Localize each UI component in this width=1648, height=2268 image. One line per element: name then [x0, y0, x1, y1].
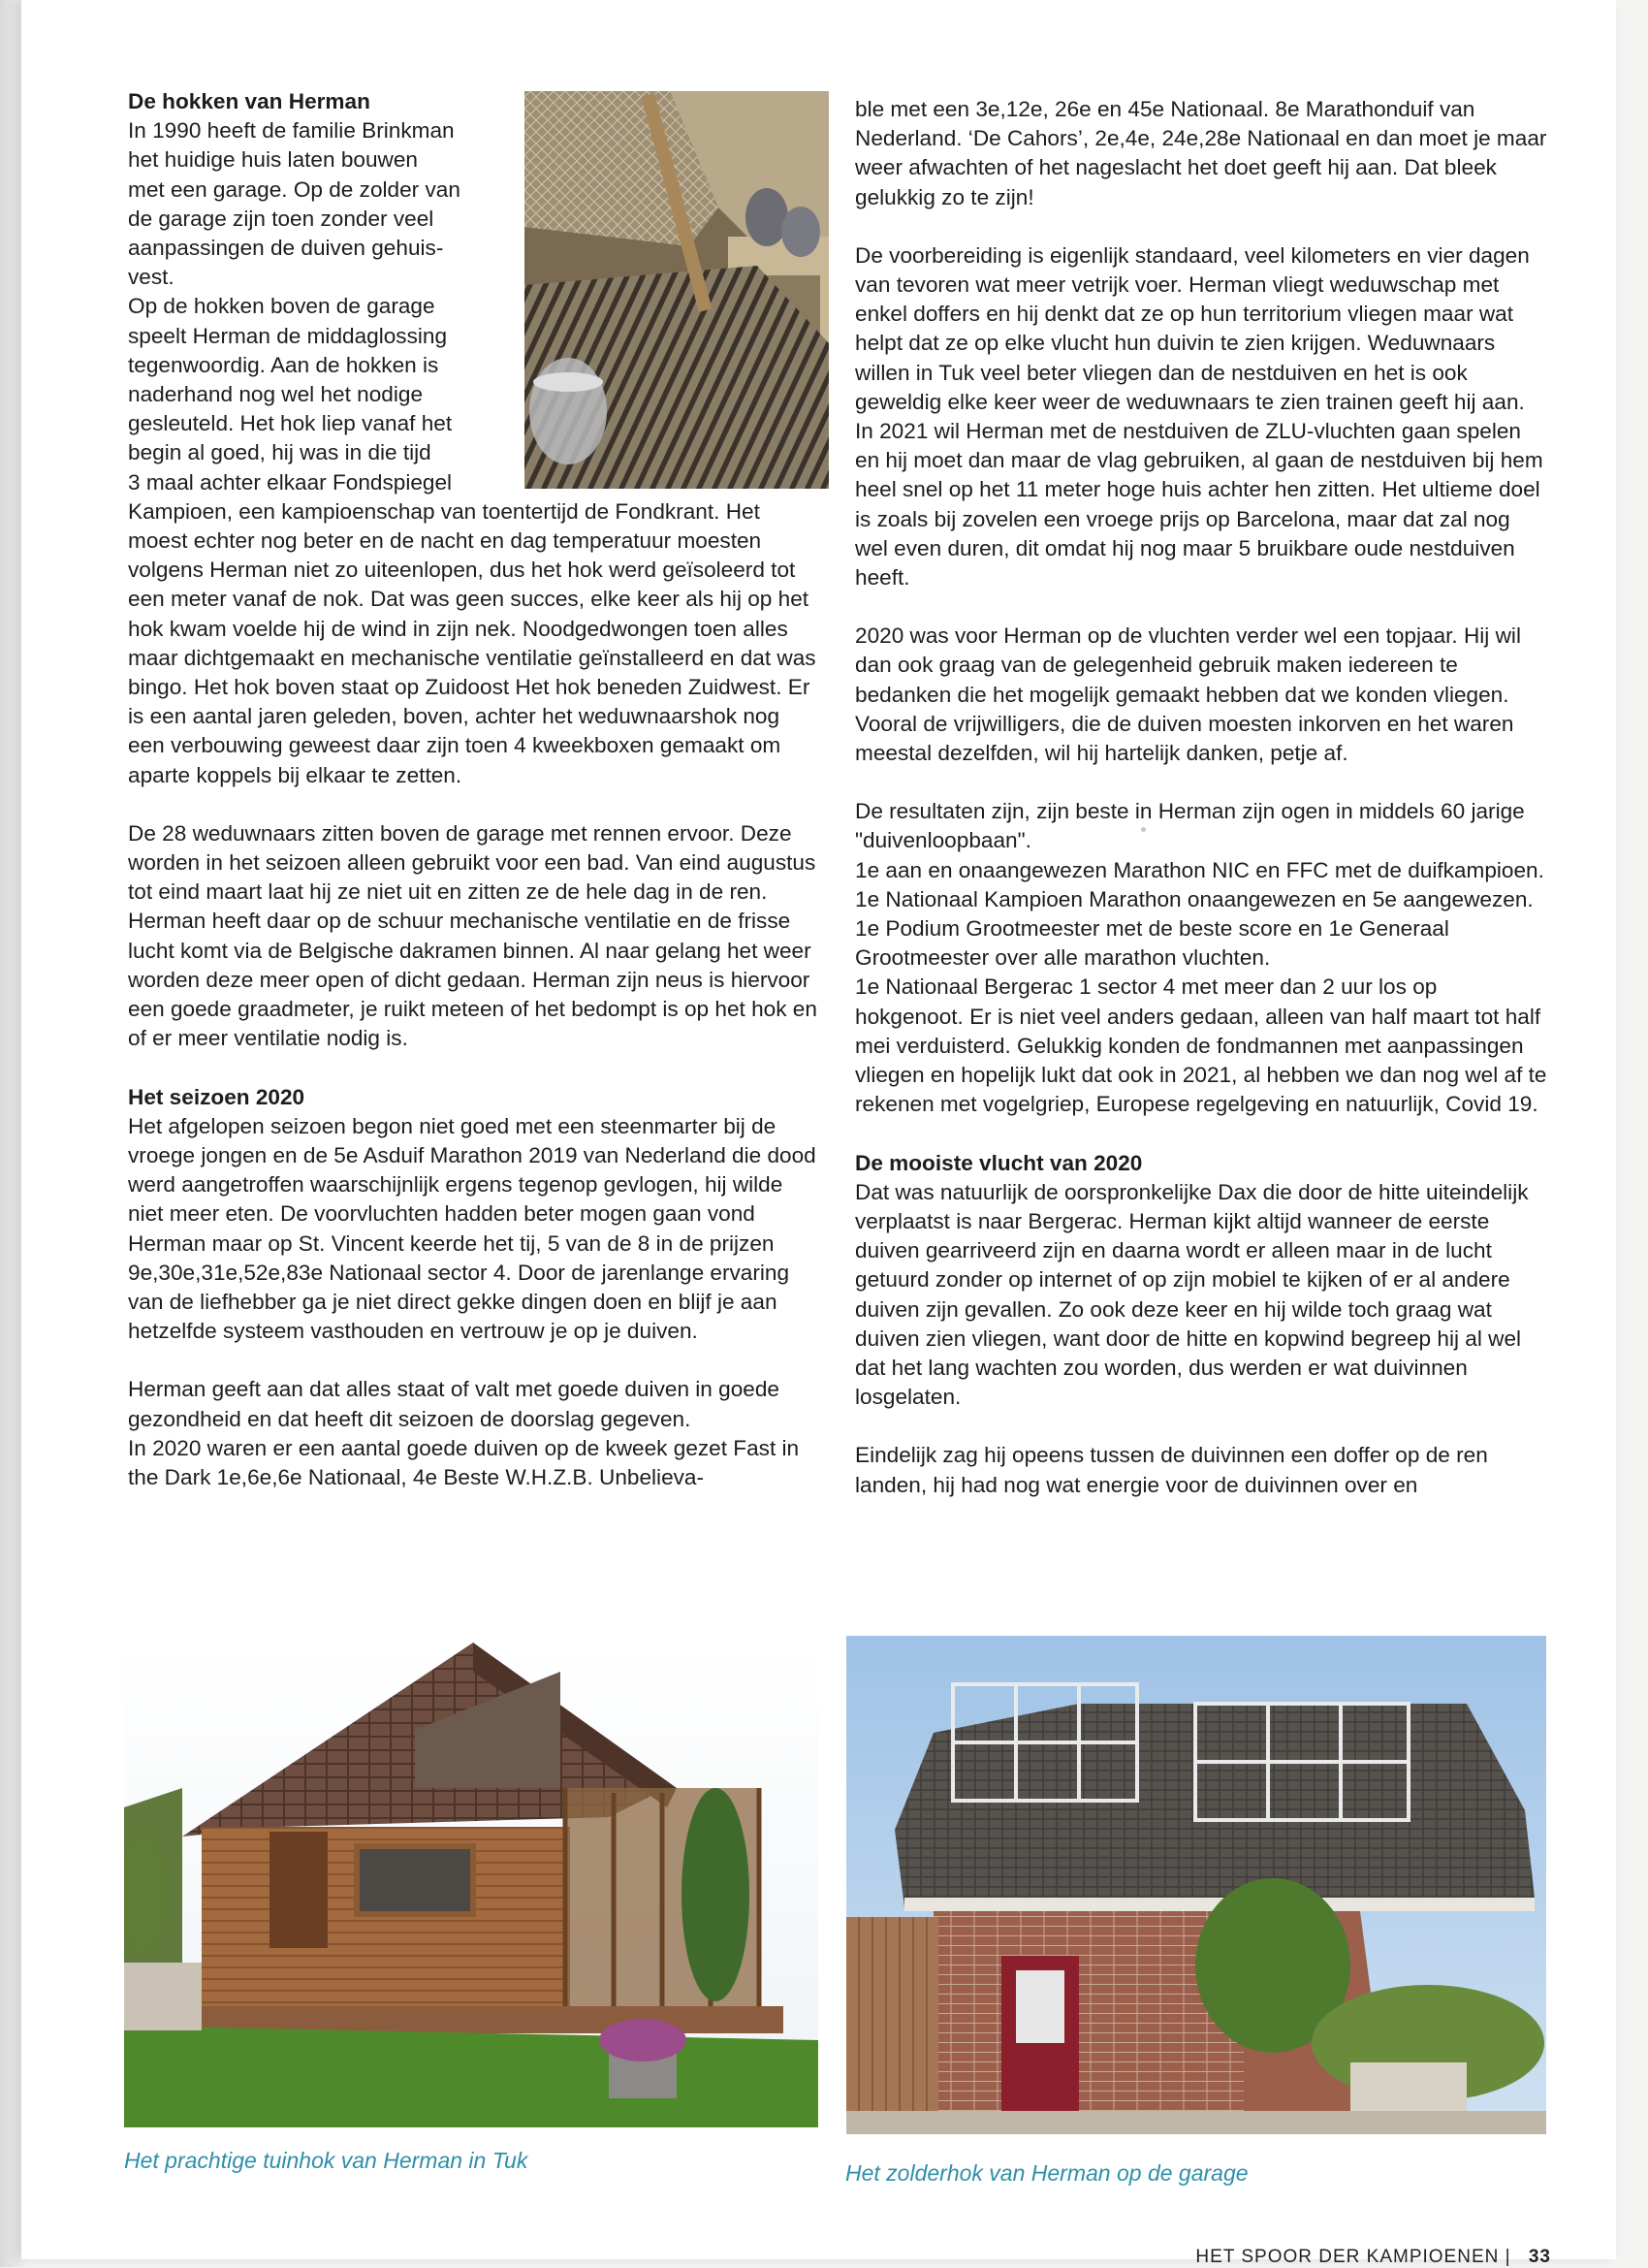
text-line: tegenwoordig. Aan de hokken is [128, 352, 439, 377]
paragraph: In 2020 waren er een aantal goede duiven op de kweek gezet Fast in the Dark 1e,6e,6e Nationaal, 4e Beste W.H.Z.B. Unbelieva- [128, 1435, 800, 1489]
page-footer [1195, 2247, 1551, 2268]
text-line: aanpassingen de duiven gehuis- [128, 236, 444, 261]
photo-caption: Het prachtige tuinhok van Herman in Tuk [124, 2148, 528, 2173]
text-line: het huidige huis laten bouwen [128, 147, 418, 173]
text-line: vest. [128, 265, 174, 290]
footer-separator: | [1505, 2247, 1511, 2267]
heading-vlucht: De mooiste vlucht van 2020 [855, 1150, 1143, 1175]
paragraph: Het afgelopen seizoen begon niet goed met een steenmarter bij de vroege jongen en de 5e Asduif Marathon 2019 van Nederland die dood werd aangetroffen waarschijnlijk ergens tegenop gevlogen, hij wilde niet meer eten. De voorvluchten hadden beter mogen gaan vond Herman maar op St. Vincent keerde het tij, 5 van de 8 in de prijzen 9e,30e,31e,52e,83e Nationaal sector 4. Door de jarenlange ervaring van de liefhebber ga je niet direct gekke dingen doen en blijf je aan hetzelfde systeem vasthouden en vertrouw je op je duiven. [128, 1113, 816, 1344]
text-line: naderhand nog wel het nodige [128, 382, 424, 407]
text-line: met een garage. Op de zolder van [128, 176, 460, 202]
heading-hokken: De hokken van Herman [128, 89, 370, 113]
text-line: speelt Herman de middaglossing [128, 323, 448, 348]
paragraph: 1e Nationaal Bergerac 1 sector 4 met meer dan 2 uur los op hokgenoot. Er is niet veel anders gedaan, alleen van half maart tot half mei verduisterd. Gelukkig konden de fondmannen met aanpassingen vliegen en hopelijk lukt dat ook in 2021, al hebben we dan nog wel af te rekenen met vogelgriep, Europese regelgeving en natuurlijk, Covid 19. [855, 974, 1547, 1117]
paragraph: De resultaten zijn, zijn beste in Herman zijn ogen in middels 60 jarige "duivenloopbaan". [855, 799, 1525, 853]
text-line: Op de hokken boven de garage [128, 294, 435, 319]
paragraph: 2020 was voor Herman op de vluchten verder wel een topjaar. Hij wil dan ook graag van de gelegenheid gebruik maken iedereen te bedanken die het mogelijk gemaakt hebben dat we konden vliegen. Vooral de vrijwilligers, die de duiven moesten inkorven en het waren meestal dezelfden, wil hij hartelijk danken, petje af. [855, 623, 1521, 766]
paragraph: Kampioen, een kampioenschap van toentertijd de Fondkrant. Het moest echter nog beter en de nacht en dag temperatuur moesten volgens Herman niet zo uiteenlopen, dus het hok werd geïsoleerd tot een meter vanaf de nok. Dat was geen succes, elke keer als hij op het hok kwam voelde hij de wind in zijn nek. Noodgedwongen toen alles maar dichtgemaakt en mechanische ventilatie geïnstalleerd en dat was bingo. Het hok boven staat op Zuidoost Het hok beneden Zuidwest. Er is een aantal jaren geleden, boven, achter het weduwnaarshok nog een verbouwing geweest daar zijn toen 4 kweekboxen gemaakt om aparte koppels bij elkaar te zetten. [128, 498, 816, 787]
paragraph: 1e aan en onaangewezen Marathon NIC en FFC met de duifkampioen. 1e Nationaal Kampioen Marathon onaangewezen en 5e aangewezen. 1e Podium Grootmeester met de beste score en 1e Generaal Grootmeester over alle marathon vluchten. [855, 857, 1544, 971]
paragraph: De 28 weduwnaars zitten boven de garage met rennen ervoor. Deze worden in het seizoen alleen gebruikt voor een bad. Van eind augustus tot eind maart laat hij ze niet uit en zitten ze de hele dag in de ren. Herman heeft daar op de schuur mechanische ventilatie en de frisse lucht komt via de Belgische dakramen binnen. Al naar gelang het weer worden deze meer open of dicht gedaan. Herman zijn neus is hiervoor een goede graadmeter, je ruikt meteen of het bedompt is op het hok en of er meer ventilatie nodig is. [128, 820, 817, 1051]
paragraph: ble met een 3e,12e, 26e en 45e Nationaal. 8e Marathonduif van Nederland. ‘De Cahors’, 2e,4e, 24e,28e Nationaal en dan moet je maar weer afwachten of het nageslacht het doet geeft hij aan. Dat bleek gelukkig zo te zijn! [855, 97, 1547, 209]
text-line: In 1990 heeft de familie Brinkman [128, 118, 455, 144]
wrapped-lines [128, 116, 516, 497]
garden-loft-photo [124, 1643, 818, 2127]
text-line: gesleuteld. Het hok liep vanaf het [128, 411, 453, 436]
heading-seizoen: Het seizoen 2020 [128, 1084, 305, 1109]
speck [1141, 827, 1146, 832]
page-number: 33 [1528, 2247, 1551, 2267]
magazine-name: HET SPOOR DER KAMPIOENEN [1195, 2247, 1500, 2267]
paragraph: Eindelijk zag hij opeens tussen de duivinnen een doffer op de ren landen, hij had nog wat energie voor de duivinnen over en [855, 1443, 1488, 1497]
text-line: begin al goed, hij was in die tijd [128, 440, 431, 465]
right-column [855, 95, 1547, 1500]
text-line: 3 maal achter elkaar Fondspiegel [128, 469, 453, 495]
paragraph: Herman geeft aan dat alles staat of valt met goede duiven in goede gezondheid en dat heeft dit seizoen de doorslag gegeven. [128, 1377, 779, 1431]
paragraph: De voorbereiding is eigenlijk standaard, veel kilometers en vier dagen van tevoren wat meer vetrijk voer. Herman vliegt weduwschap met enkel doffers en hij denkt dat ze op hun territorium vliegen maar wat helpt dat ze op elke vlucht hun duivin te zien krijgen. Weduwnaars willen in Tuk veel beter vliegen dan de nestduiven en het is ook geweldig elke keer weer de weduwnaars te zien trainen geeft hij aan. In 2021 wil Herman met de nestduiven de ZLU-vluchten gaan spelen en hij moet dan maar de vlag gebruiken, al gaan de nestduiven bij hem heel snel op het 11 meter hoge huis achter hen zitten. Het ultieme doel is zoals bij zovelen een vroege prijs op Barcelona, maar dat zal nog wel even duren, dit omdat hij nog maar 5 bruikbare oude nestduiven heeft. [855, 242, 1543, 591]
roof-loft-photo [846, 1636, 1546, 2134]
loft-interior-photo [524, 91, 829, 489]
paragraph: Dat was natuurlijk de oorspronkelijke Dax die door de hitte uiteindelijk verplaatst is naar Bergerac. Herman kijkt altijd wanneer de eerste duiven gearriveerd zijn en daarna wordt er alleen maar in de lucht getuurd zonder op internet of op zijn mobiel te kijken of er al andere duiven zijn gevallen. Zo ook deze keer en hij wilde toch graag wat duiven zien vliegen, want door de hitte en kopwind begreep hij al wel dat het lang wachten zou worden, dus werden er wat duivinnen losgelaten. [855, 1179, 1529, 1410]
text-line: de garage zijn toen zonder veel [128, 206, 434, 231]
photo-caption: Het zolderhok van Herman op de garage [845, 2160, 1249, 2186]
